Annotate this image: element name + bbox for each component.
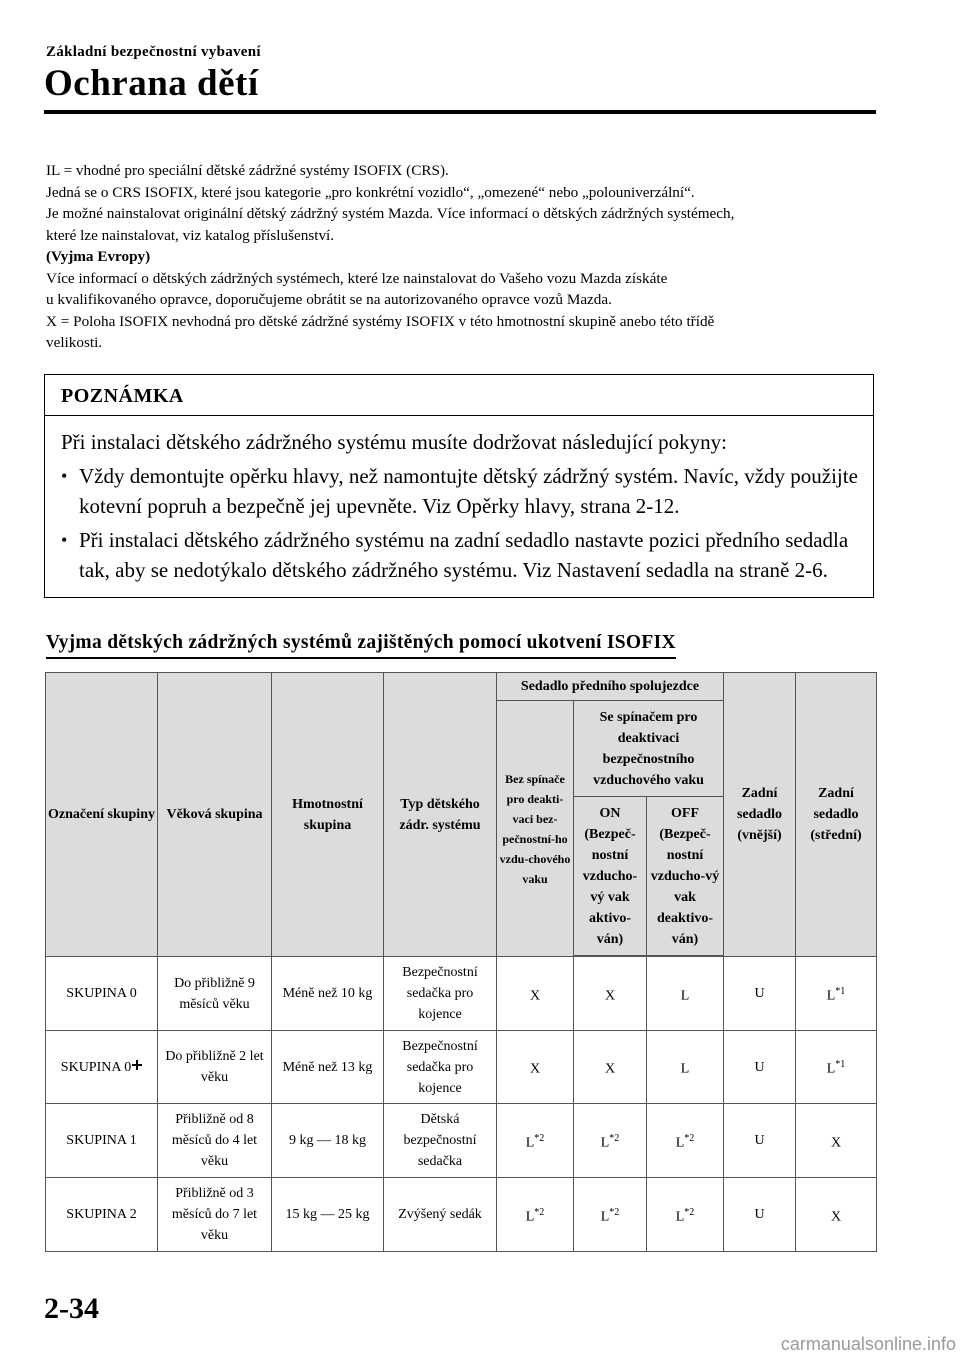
cell-rear-center: X — [796, 1178, 877, 1252]
cell-off: L — [647, 957, 724, 1031]
cell-rear-outer: U — [724, 1104, 796, 1178]
intro-line: IL = vhodné pro speciální dětské zádržné systémy ISOFIX (CRS). — [46, 162, 449, 179]
intro-line: Je možné nainstalovat originální dětský zádržný systém Mazda. Více informací o dětských zádržných systémech, — [46, 205, 735, 222]
header-rear-center: Zadní sedadlo (střední) — [796, 673, 877, 957]
cell-on: $L^{*2}$ — [574, 1104, 647, 1178]
cell-rear-outer: U — [724, 1031, 796, 1104]
header-weight: Hmotnostní skupina — [272, 673, 384, 957]
cell-off: L — [647, 1031, 724, 1104]
cell-on: X — [574, 1031, 647, 1104]
header-group: Označení skupiny — [46, 673, 158, 957]
bullet-icon: • — [61, 530, 68, 550]
cell-age: Přibližně od 3 měsíců do 7 let věku — [158, 1178, 272, 1252]
note-bullet — [61, 461, 859, 521]
europe-heading: (Vyjma Evropy) — [46, 248, 151, 265]
cell-no-switch: X — [497, 1031, 574, 1104]
table-row — [46, 1104, 877, 1178]
cell-age: Do přibližně 2 let věku — [158, 1031, 272, 1104]
cell-off: $L^{*2}$ — [647, 1178, 724, 1252]
cell-group: SKUPINA 1 — [46, 1104, 158, 1178]
cell-no-switch: X — [497, 957, 574, 1031]
table-row — [46, 957, 877, 1031]
cell-group: SKUPINA 0 — [46, 1031, 158, 1104]
note-lead: Při instalaci dětského zádržného systému musíte dodržovat následující pokyny: — [61, 430, 728, 454]
cell-rear-center: $L^{*1}$ — [796, 1031, 877, 1104]
cell-rear-center: X — [796, 1104, 877, 1178]
cell-rear-outer: U — [724, 957, 796, 1031]
cell-group: SKUPINA 2 — [46, 1178, 158, 1252]
header-age: Věková skupina — [158, 673, 272, 957]
intro-line: které lze nainstalovat, viz katalog příslušenství. — [46, 226, 335, 244]
header-off: OFF (Bezpeč-nostní vzducho-vý vak deaktivo-ván) — [647, 797, 724, 956]
table-title: Vyjma dětských zádržných systémů zajištěných pomocí ukotvení ISOFIX — [46, 632, 676, 659]
cell-type: Bezpečnostní sedačka pro kojence — [384, 957, 497, 1031]
cell-weight: Méně než 10 kg — [272, 957, 384, 1031]
europe-line: u kvalifikovaného opravce, doporučujeme obrátit se na autorizovaného opravce vozů Mazda. — [46, 291, 612, 308]
header-on: ON (Bezpeč-nostní vzducho-vý vak aktivo-ván) — [574, 797, 647, 956]
note-bullet-text: Při instalaci dětského zádržného systému na zadní sedadlo nastavte pozici předního sedadla tak, aby se nedotýkalo dětského zádržného systému. Viz Nastavení sedadla na straně 2-6. — [79, 528, 849, 582]
intro-line: Jedná se o CRS ISOFIX, které jsou kategorie „pro konkrétní vozidlo“, „omezené“ nebo „polouniverzální“. — [46, 183, 695, 201]
title-rule — [44, 110, 876, 114]
cell-no-switch: $L^{*2}$ — [497, 1104, 574, 1178]
header-front-seat: Sedadlo předního spolujezdce — [497, 673, 724, 701]
cell-type: Dětská bezpečnostní sedačka — [384, 1104, 497, 1178]
watermark-link[interactable]: carmanualsonline.info — [780, 1334, 956, 1354]
intro-text — [46, 160, 876, 354]
cell-type: Zvýšený sedák — [384, 1178, 497, 1252]
x-definition-line: X = Poloha ISOFIX nevhodná pro dětské zádržné systémy ISOFIX v této hmotnostní skupině anebo této třídě — [46, 312, 715, 330]
cell-age: Do přibližně 9 měsíců věku — [158, 957, 272, 1031]
cell-no-switch: $L^{*2}$ — [497, 1178, 574, 1252]
cell-group: SKUPINA 0 — [46, 957, 158, 1031]
table-row — [46, 1031, 877, 1104]
x-definition-line: velikosti. — [46, 334, 103, 351]
page-title: Ochrana dětí — [44, 63, 259, 104]
note-bullet-text: Vždy demontujte opěrku hlavy, než namontujte dětský zádržný systém. Navíc, vždy použijte kotevní popruh a bezpečně jej upevněte. Viz Opěrky hlavy, strana 2-12. — [79, 464, 858, 518]
table-row — [46, 1178, 877, 1252]
plus-icon — [132, 1060, 142, 1070]
child-restraint-table — [45, 672, 877, 1252]
header-type: Typ dětského zádr. systému — [384, 673, 497, 957]
cell-weight: 15 kg ― 25 kg — [272, 1178, 384, 1252]
page-number: 2-34 — [44, 1292, 99, 1325]
cell-on: X — [574, 957, 647, 1031]
cell-on: $L^{*2}$ — [574, 1178, 647, 1252]
europe-line: Více informací o dětských zádržných systémech, které lze nainstalovat do Vašeho vozu Mazda získáte — [46, 269, 668, 287]
cell-rear-outer: U — [724, 1178, 796, 1252]
header-rear-outer: Zadní sedadlo (vnější) — [724, 673, 796, 957]
note-title: POZNÁMKA — [45, 375, 873, 416]
cell-age: Přibližně od 8 měsíců do 4 let věku — [158, 1104, 272, 1178]
cell-type: Bezpečnostní sedačka pro kojence — [384, 1031, 497, 1104]
header-with-switch: Se spínačem pro deaktivaci bezpečnostního vzduchového vaku — [574, 701, 724, 797]
header-no-switch: Bez spínače pro deakti-vaci bez-pečnostní-ho vzdu-chového vaku — [497, 701, 574, 957]
section-label: Základní bezpečnostní vybavení — [46, 44, 261, 60]
cell-off: $L^{*2}$ — [647, 1104, 724, 1178]
cell-rear-center: $L^{*1}$ — [796, 957, 877, 1031]
cell-weight: Méně než 13 kg — [272, 1031, 384, 1104]
note-box — [44, 374, 874, 598]
cell-weight: 9 kg ― 18 kg — [272, 1104, 384, 1178]
note-body — [45, 416, 873, 585]
note-bullet — [61, 525, 859, 585]
bullet-icon: • — [61, 466, 68, 486]
